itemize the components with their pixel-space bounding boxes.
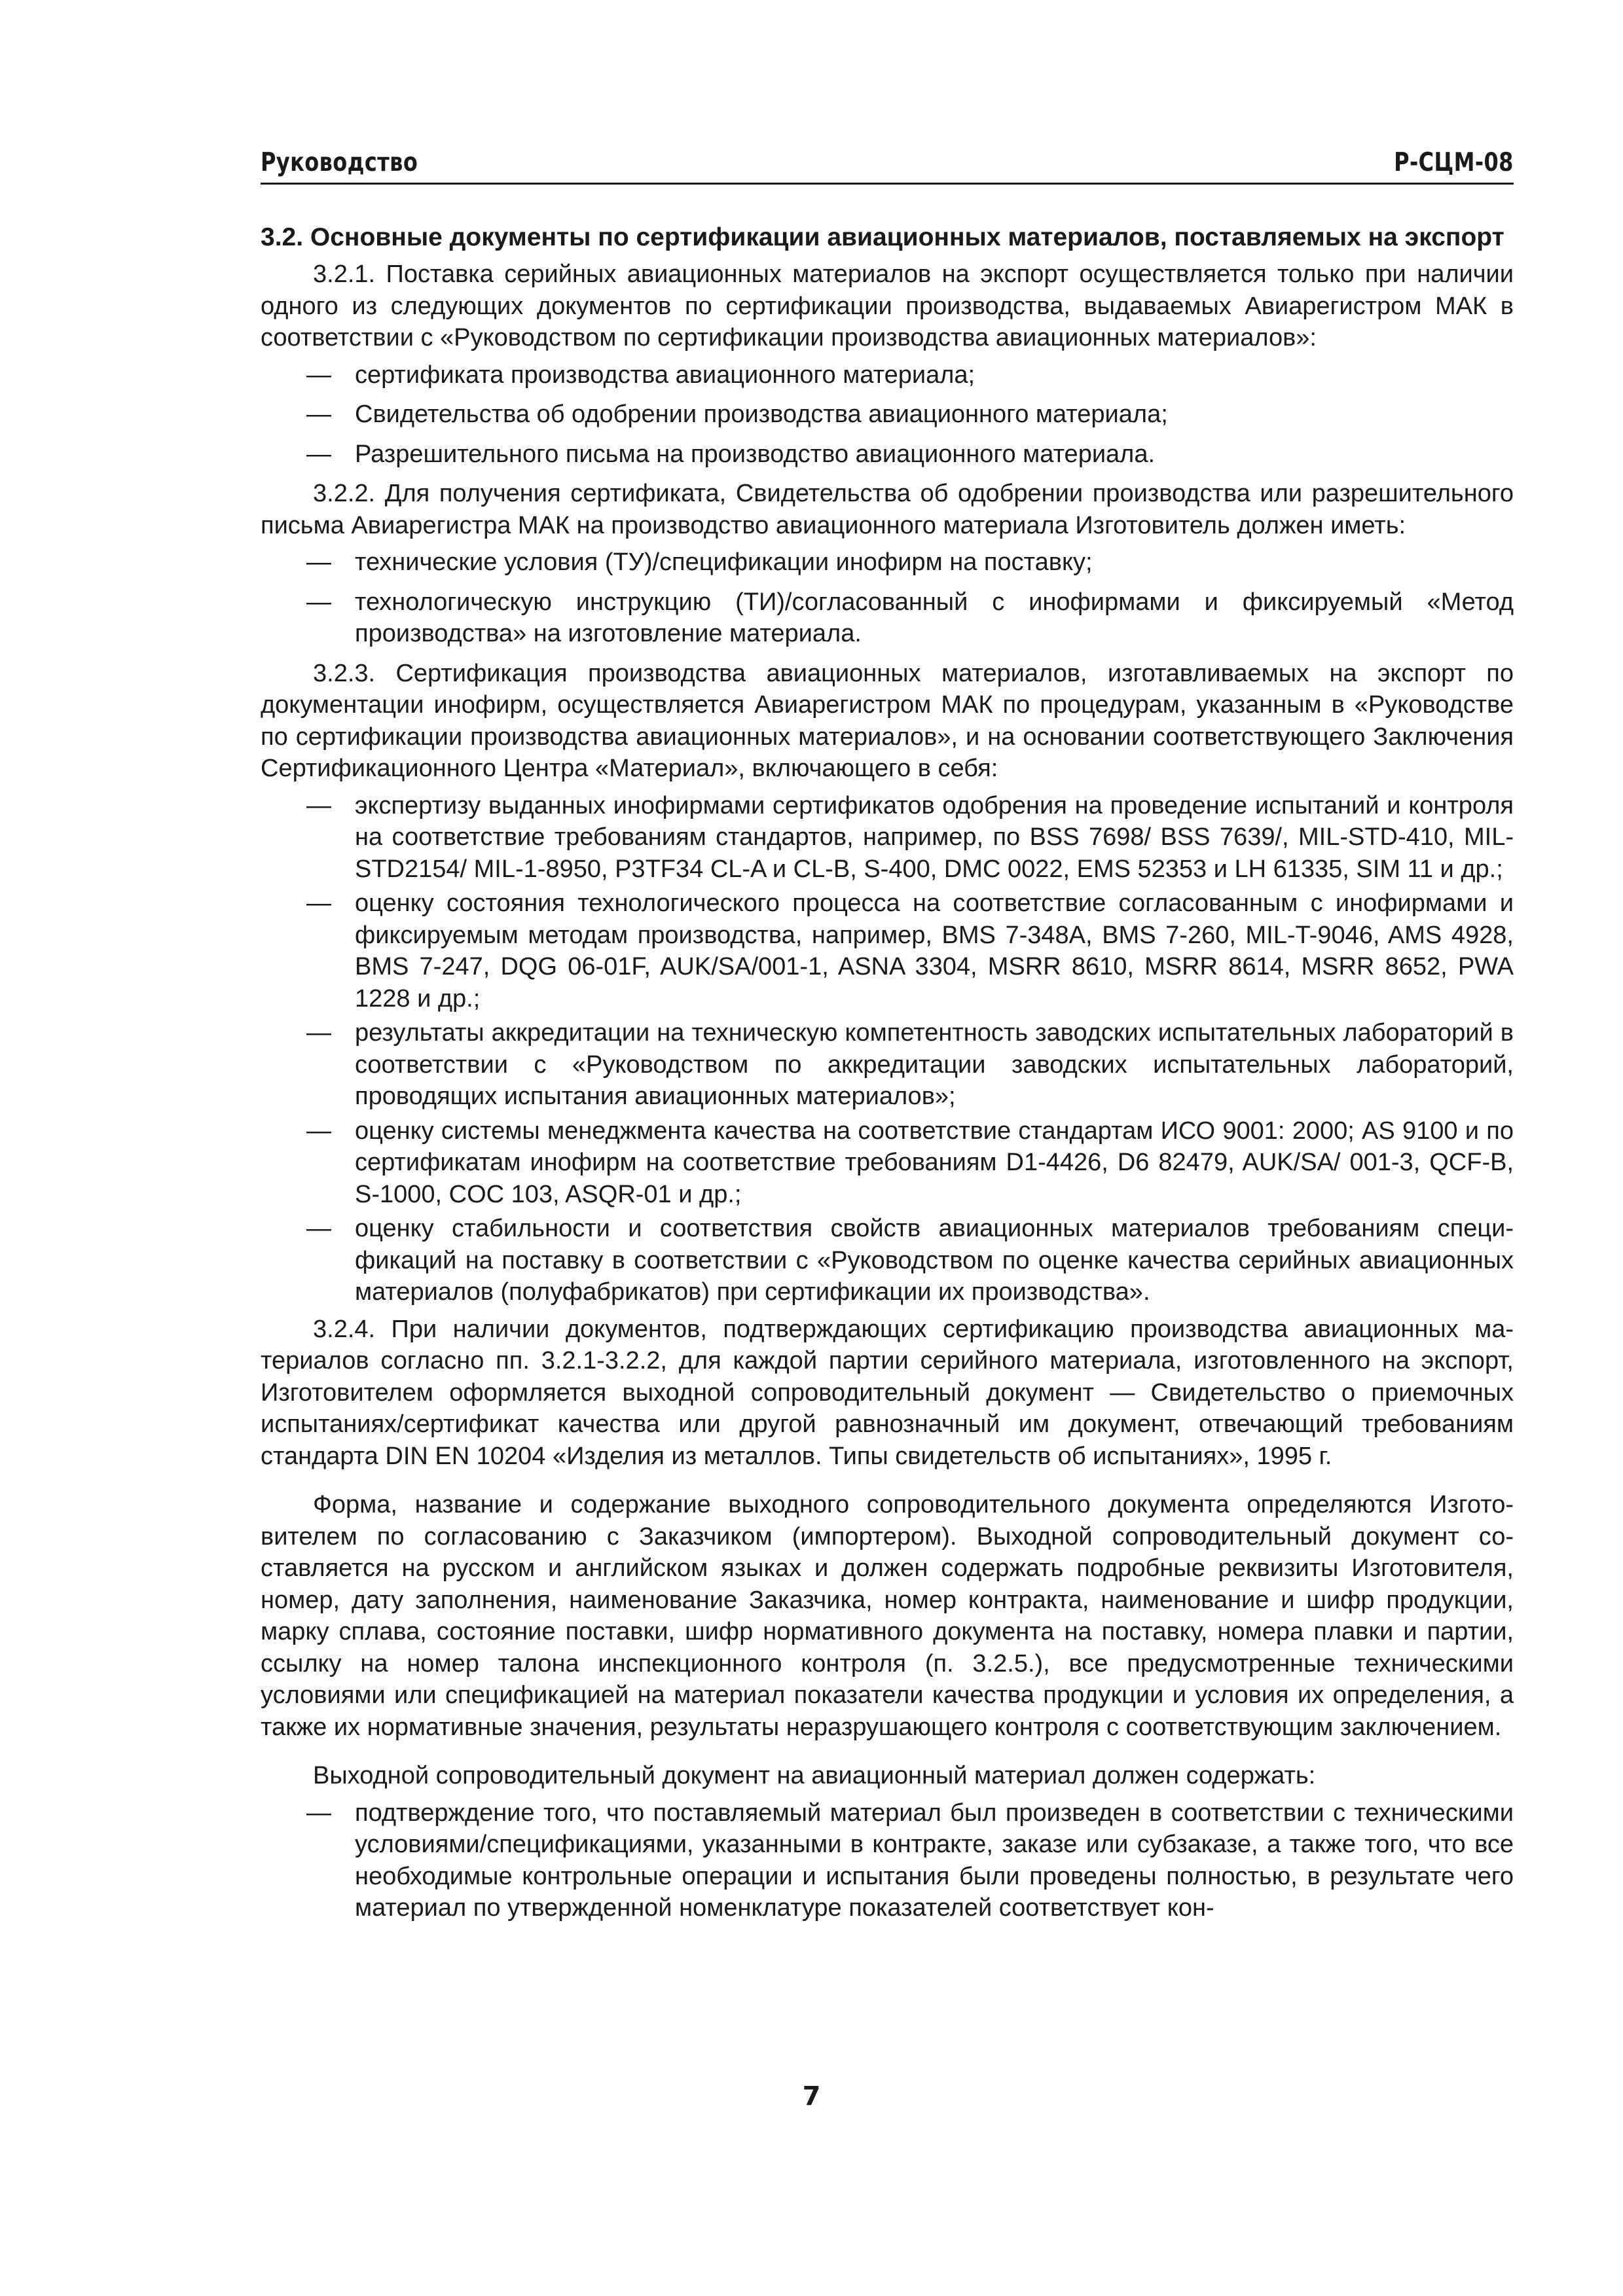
dash-bullet: — [306,1019,331,1047]
dash-bullet: — [306,401,331,428]
dash-bullet: — [306,1117,331,1145]
list-3-2-2 [261,547,1514,650]
list-item [261,399,1514,431]
list-item [261,359,1514,391]
list-item [261,1797,1514,1924]
dash-bullet: — [306,889,331,917]
paragraph-document-form: Форма, название и содержание выходного сопроводительного документа определяются Изготовителем по согласованию с Заказчиком (импортером). Выходной сопроводительный документ составляется на русском и английском языках и должен содержать подробные реквизиты Изготовителя, номер, дату заполнения, наименование Заказчика, номер контракта, наименование и шифр продукции, марку сплава, состояние поставки, шифр нормативного документа на поставку, номера плавки и партии, ссылку на номер талона инспекционного контроля (п. 3.2.5.), все предусмотренные техническими условиями или спецификацией на материал показатели качества продукции и условия их определения, а также их нормативные значения, результаты неразрушающего контроля с соответствующим заключением. [261,1491,1514,1741]
list-item-text: оценку системы менеджмента качества на соответствие стандартам ИСО 9001: 2000; AS 9100 и по сертификатам инофирм на соответствие требованиям D1-4426, D6 82479, AUK/SA/ 001-3, QCF-B, S-1000, COC 103, ASQR-01 и др.; [355,1117,1514,1208]
dash-bullet: — [306,588,331,616]
list-item [261,586,1514,650]
list-item-text: оценку состояния технологического процесса на соответствие согласованным с инофирмами и фиксируемым методам производства, например, BMS 7-348A, BMS 7-260, MIL-T-9046, AMS 4928, BMS 7-247, DQG 06-01F, AUK/SA/001-1, ASNA 3304, MSRR 8610, MSRR 8614, MSRR 8652, PWA 1228 и др.; [355,889,1514,1013]
page-number: 7 [802,2081,821,2111]
list-item-text: Разрешительного письма на производство авиационного материала. [355,440,1156,468]
list-item [261,790,1514,886]
list-item-text: оценку стабильности и соответствия свойств авиационных материалов требованиям спецификаций на поставку в соответствии с «Руководством по оценке качества серийных авиационных материалов (полуфабрикатов) при сертификации их производства». [355,1215,1514,1306]
paragraph-document-contents: Выходной сопроводительный документ на авиационный материал должен содержать: [313,1762,1316,1789]
paragraph-3-2-1: 3.2.1. Поставка серийных авиационных материалов на экспорт осуществляется только при наличии одного из следующих документов по сертификации производства, выдаваемых Авиарегистром МАК в соответствии с «Руководством по сертификации производства авиационных материалов»: [261,260,1514,351]
list-item-text: сертификата производства авиационного материала; [355,361,976,389]
paragraph-3-2-3: 3.2.3. Сертификация производства авиационных материалов, изготавливаемых на экспорт по документации инофирм, осуществляется Авиарегистром МАК по процедурам, указанным в «Руководстве по сертификации производства авиационных материалов», и на основании соответствующего Заключения Сертификационного Центра «Материал», включающего в себя: [261,659,1514,782]
dash-bullet: — [306,1215,331,1242]
dash-bullet: — [306,791,331,819]
dash-bullet: — [306,548,331,576]
list-item-text: технологическую инструкцию (ТИ)/согласованный с инофирмами и фиксируемый «Метод производства» на изготовление материала. [355,588,1514,647]
section-title: 3.2. Основные документы по сертификации авиационных материалов, поставляемых на экспорт [261,223,1504,251]
list-item [261,1115,1514,1211]
paragraph-3-2-2: 3.2.2. Для получения сертификата, Свидетельства об одобрении производства или разрешительного письма Авиарегистра МАК на производство авиационного материала Изготовитель должен иметь: [261,480,1514,539]
list-3-2-1 [261,359,1514,471]
dash-bullet: — [306,361,331,389]
running-header [261,148,1514,185]
header-title: Руководство [261,148,418,177]
list-item [261,888,1514,1014]
list-item-text: подтверждение того, что поставляемый материал был произведен в соответствии с техническими условиями/спецификациями, указанными в контракте, заказе или субзаказе, а также того, что все необходимые контрольные операции и испытания были проведены полностью, в результате чего материал по утвержденной номенклатуре показателей соответствует кон- [355,1799,1514,1922]
list-item-text: технические условия (ТУ)/спецификации инофирм на поставку; [355,548,1093,576]
list-item-text: результаты аккредитации на техническую компетентность заводских испытательных лабораторий в соответствии с «Руководством по аккредитации заводских испытательных лабораторий, проводящих испытания авиационных материалов»; [355,1019,1514,1110]
list-item [261,1017,1514,1113]
list-item-text: экспертизу выданных инофирмами сертификатов одобрения на проведение испытаний и контроля на соответствие требованиям стандартов, например, по BSS 7698/ BSS 7639/, MIL-STD-410, MIL-STD2154/ MIL-1-8950, P3TF34 CL-A и CL-B, S-400, DMC 0022, EMS 52353 и LH 61335, SIM 11 и др.; [355,791,1514,883]
list-item [261,1213,1514,1308]
list-3-2-3 [261,790,1514,1308]
list-item-text: Свидетельства об одобрении производства авиационного материала; [355,401,1168,428]
paragraph-3-2-4: 3.2.4. При наличии документов, подтверждающих сертификацию производства авиационных материалов согласно пп. 3.2.1-3.2.2, для каждой партии серийного материала, изготовленного на экспорт, Изготовителем оформляется выходной сопроводительный документ — Свидетельство о приемочных испытаниях/сертификат качества или другой равнозначный им документ, отвечающий требованиям стандарта DIN EN 10204 «Изделия из металлов. Типы свидетельств об испытаниях», 1995 г. [261,1315,1514,1470]
dash-bullet: — [306,440,331,468]
list-document-contents [261,1797,1514,1924]
document-page [261,148,1514,1932]
list-item [261,439,1514,471]
list-item [261,547,1514,579]
dash-bullet: — [306,1799,331,1827]
header-doc-code: Р-СЦМ-08 [1394,148,1514,177]
